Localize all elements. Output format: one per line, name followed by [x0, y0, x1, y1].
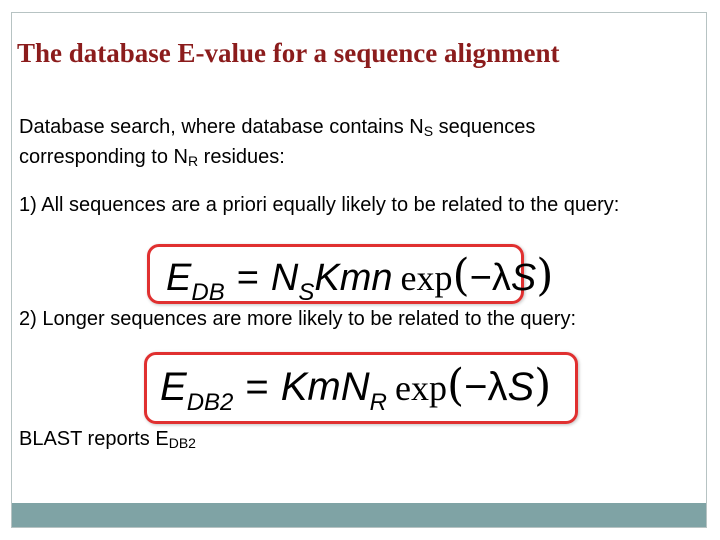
item-1-number: 1): [19, 194, 37, 216]
formula-1: [166, 250, 554, 306]
intro-nr-subscript: R: [187, 153, 199, 169]
intro-line1-text: Database search, where database contains N: [19, 116, 424, 138]
blast-note-subscript: DB2: [168, 435, 196, 451]
formula-2-exp: exp: [394, 368, 447, 408]
formula-1-equals: =: [236, 257, 259, 299]
item-2-number: 2): [19, 308, 37, 330]
formula-1-minus: −: [469, 257, 492, 299]
formula-1-close-paren: ): [536, 250, 554, 301]
formula-2-minus: −: [464, 365, 488, 409]
item-2: [19, 304, 699, 334]
formula-2-open-paren: (: [446, 360, 465, 411]
formula-1-exp: exp: [400, 258, 453, 298]
blast-note-text: BLAST reports E: [19, 428, 169, 450]
blast-note: [19, 424, 699, 454]
formula-2-lambda: λ: [487, 365, 508, 409]
formula-2-n-subscript: R: [369, 389, 387, 416]
formula-1-n-subscript: S: [298, 279, 315, 306]
formula-2-kmn: KmN: [280, 365, 370, 409]
intro-text: [19, 112, 699, 172]
item-2-text: Longer sequences are more likely to be related to the query:: [42, 308, 577, 330]
intro-ns-subscript: S: [423, 123, 434, 139]
intro-line2-text: corresponding to N: [19, 146, 188, 168]
formula-2-equals: =: [245, 365, 269, 409]
formula-1-n: N: [270, 257, 299, 299]
formula-2-e-subscript: DB2: [186, 389, 234, 416]
slide-title: The database E-value for a sequence alignment: [17, 38, 560, 68]
formula-2: [160, 360, 552, 416]
formula-1-e: E: [166, 257, 192, 299]
formula-2-s: S: [507, 365, 535, 409]
formula-1-s: S: [510, 257, 537, 299]
item-1: [19, 190, 699, 220]
item-1-text: All sequences are a priori equally likely to be related to the query:: [41, 194, 620, 216]
formula-1-open-paren: (: [452, 250, 470, 301]
intro-line1-end: sequences: [433, 116, 536, 138]
formula-2-e: E: [160, 365, 187, 409]
formula-1-kmn: Kmn: [314, 257, 393, 299]
footer-bar: [12, 503, 706, 527]
formula-1-lambda: λ: [491, 257, 511, 299]
formula-1-e-subscript: DB: [191, 279, 225, 306]
intro-line2-end: residues:: [198, 146, 285, 168]
formula-2-close-paren: ): [534, 360, 552, 411]
